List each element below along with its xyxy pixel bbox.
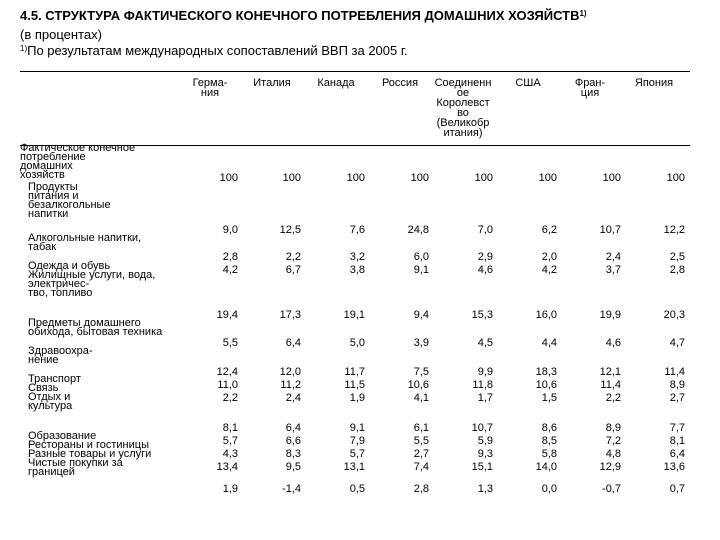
- table-cell: 15,3: [471, 309, 493, 321]
- table-cell: 1,3: [477, 483, 493, 495]
- column-header-russia: Россия: [381, 77, 419, 89]
- row-label-health: Здравоохра- нение: [28, 345, 93, 366]
- table-cell: 3,2 3,8: [349, 251, 365, 276]
- row-label-furnishings: Предметы домашнего обихода, бытовая техника: [28, 317, 163, 338]
- table-cell: 100: [474, 172, 493, 184]
- row-label-clothing-housing: Одежда и обувь Жилищные услуги, вода, электричес- тво, топливо: [28, 260, 156, 299]
- row-label-alcohol: Алкогольные напитки, табак: [28, 232, 142, 253]
- table-cell: 9,0: [222, 224, 238, 236]
- table-cell: 12,1 11,4 2,2: [599, 366, 621, 404]
- table-cell: 100: [282, 172, 301, 184]
- table-cell: 8,6 8,5 5,8 14,0: [535, 422, 557, 473]
- table-cell: 9,1 7,9 5,7 13,1: [343, 422, 365, 473]
- table-cell: 4,6: [605, 337, 621, 349]
- table-cell: 11,4 8,9 2,7: [664, 366, 685, 404]
- table-cell: 7,7 8,1 6,4 13,6: [663, 422, 685, 473]
- table-cell: 2,9 4,6: [477, 251, 493, 276]
- row-label-transport-group: Транспорт Связь Отдых и культура: [28, 373, 81, 412]
- table-cell: 2,5 2,8: [669, 251, 685, 276]
- table-cell: 5,0: [349, 337, 365, 349]
- table-cell: 3,9: [413, 337, 429, 349]
- table-cell: 7,5 10,6 4,1: [407, 366, 429, 404]
- table-cell: 1,9: [222, 483, 238, 495]
- table-cell: 6,2: [541, 224, 557, 236]
- table-cell: 2,2 6,7: [285, 251, 301, 276]
- table-cell: 8,1 5,7 4,3 13,4: [216, 422, 238, 473]
- table-cell: 100: [346, 172, 365, 184]
- table-cell: 0,5: [349, 483, 365, 495]
- table-cell: 2,0 4,2: [541, 251, 557, 276]
- table-cell: 20,3: [663, 309, 685, 321]
- table-cell: 11,7 11,5 1,9: [344, 366, 365, 404]
- table-title: 4.5. СТРУКТУРА ФАКТИЧЕСКОГО КОНЕЧНОГО ПОТРЕБЛЕНИЯ ДОМАШНИХ ХОЗЯЙСТВ$^{1)}$: [20, 8, 587, 23]
- table-cell: 2,8: [413, 483, 429, 495]
- table-cell: -1,4: [282, 483, 301, 495]
- table-cell: -0,7: [602, 483, 621, 495]
- table-cell: 4,5: [477, 337, 493, 349]
- column-header-uk: Соединенн ое Королевст во (Великобр итания): [434, 77, 492, 139]
- table-cell: 2,8 4,2: [222, 251, 238, 276]
- table-cell: 0,0: [541, 483, 557, 495]
- table-cell: 12,0 11,2 2,4: [279, 366, 301, 404]
- table-cell: 0,7: [669, 483, 685, 495]
- column-header-france: Фран- ция: [574, 77, 606, 99]
- table-cell: 16,0: [535, 309, 557, 321]
- table-cell: 8,9 7,2 4,8 12,9: [599, 422, 621, 473]
- row-label-total: Фактическое конечное потребление домашних хозяйств: [20, 142, 136, 181]
- table-cell: 9,4: [413, 309, 429, 321]
- table-cell: 12,2: [663, 224, 685, 236]
- column-header-germany: Герма- ния: [192, 77, 228, 99]
- table-footnote: $^{1)}$По результатам международных сопоставлений ВВП за 2005 г.: [20, 43, 408, 58]
- table-cell: 5,5: [222, 337, 238, 349]
- table-cell: 19,4: [216, 309, 238, 321]
- table-cell: 6,4: [285, 337, 301, 349]
- column-header-italy: Италия: [253, 77, 291, 89]
- table-cell: 100: [219, 172, 238, 184]
- table-cell: 7,6: [349, 224, 365, 236]
- table-cell: 9,9 11,8 1,7: [472, 366, 493, 404]
- table-cell: 12,5: [279, 224, 301, 236]
- column-header-canada: Канада: [317, 77, 355, 89]
- table-cell: 19,9: [599, 309, 621, 321]
- column-header-usa: США: [515, 77, 541, 89]
- table-cell: 18,3 10,6 1,5: [535, 366, 557, 404]
- table-cell: 24,8: [407, 224, 429, 236]
- table-cell: 100: [602, 172, 621, 184]
- table-top-rule: [20, 71, 690, 72]
- column-header-japan: Япония: [634, 77, 674, 89]
- table-cell: 19,1: [343, 309, 365, 321]
- table-cell: 100: [538, 172, 557, 184]
- row-label-food: Продукты питания и безалкогольные напитки: [28, 181, 111, 220]
- table-cell: 10,7 5,9 9,3 15,1: [471, 422, 493, 473]
- table-cell: 17,3: [279, 309, 301, 321]
- table-cell: 12,4 11,0 2,2: [216, 366, 238, 404]
- table-cell: 100: [410, 172, 429, 184]
- table-cell: 7,0: [477, 224, 493, 236]
- table-cell: 4,4: [541, 337, 557, 349]
- table-cell: 10,7: [599, 224, 621, 236]
- table-cell: 6,4 6,6 8,3 9,5: [285, 422, 301, 473]
- table-cell: 2,4 3,7: [605, 251, 621, 276]
- row-label-education-group: Образование Рестораны и гостиницы Разные товары и услуги Чистые покупки за границей: [28, 430, 152, 478]
- table-subtitle: (в процентах): [20, 27, 102, 42]
- table-cell: 6,1 5,5 2,7 7,4: [413, 422, 429, 473]
- table-cell: 6,0 9,1: [413, 251, 429, 276]
- table-cell: 100: [666, 172, 685, 184]
- table-cell: 4,7: [669, 337, 685, 349]
